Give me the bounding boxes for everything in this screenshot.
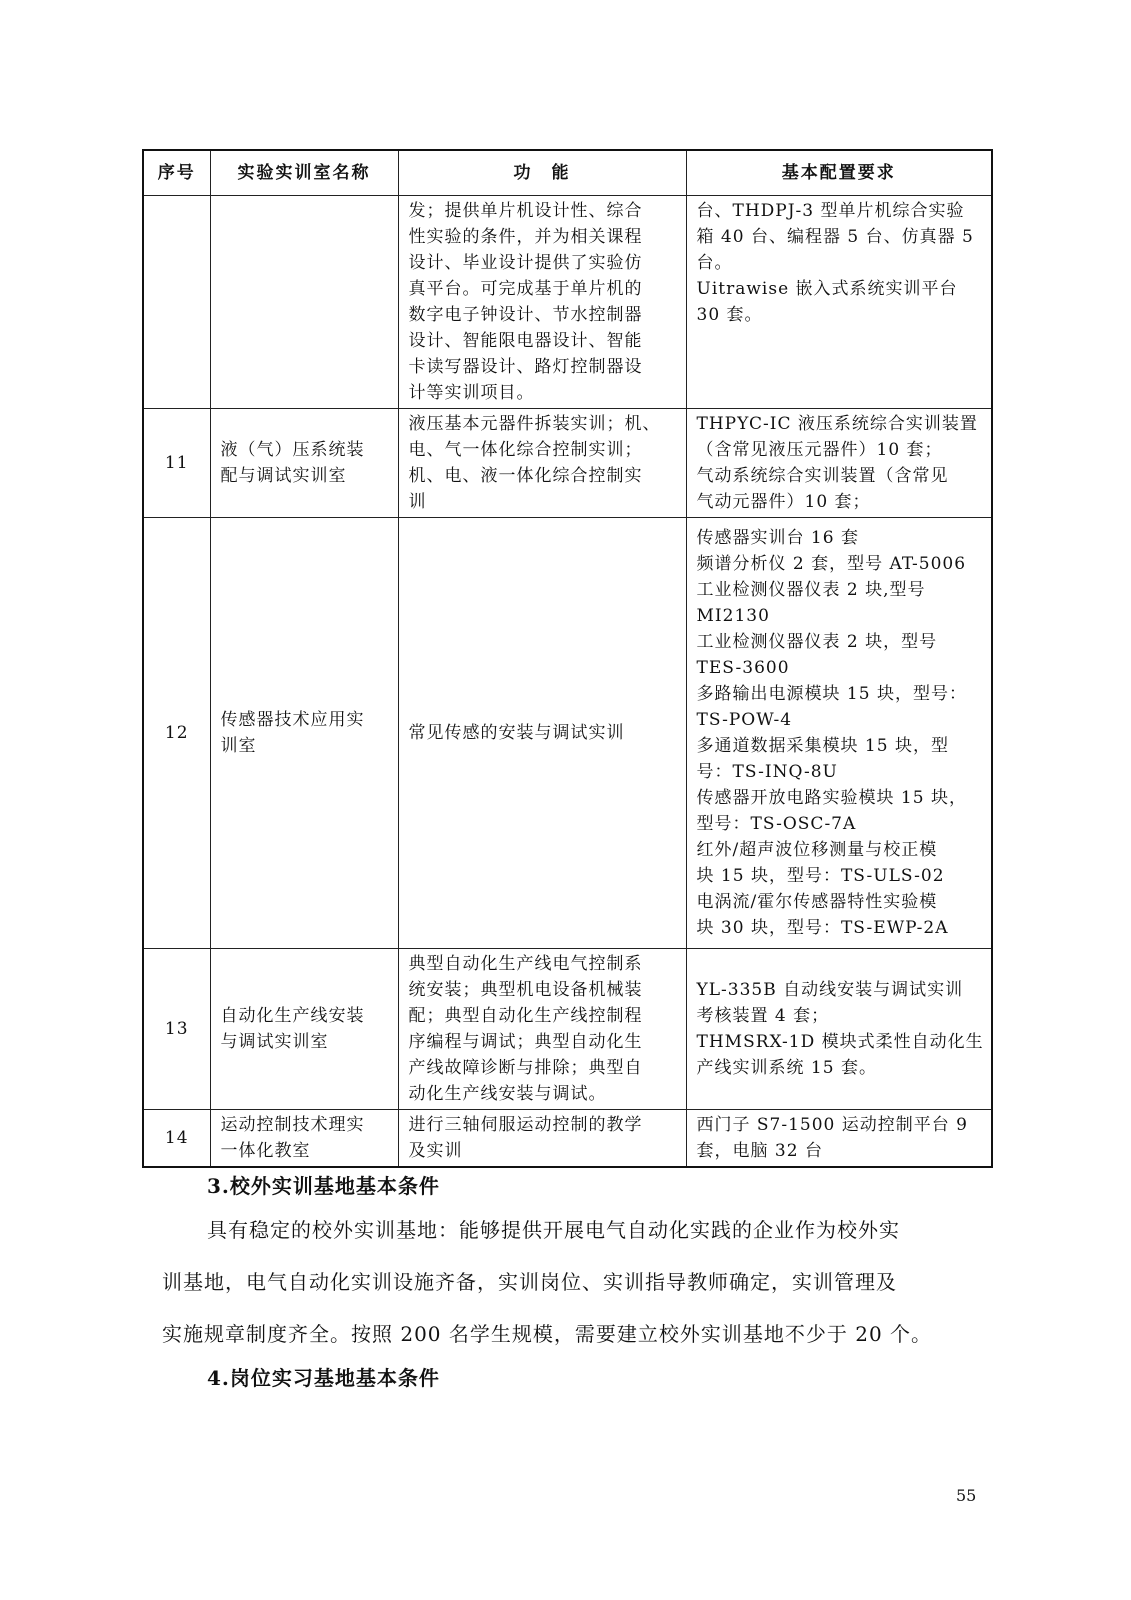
config-line: 台、THDPJ-3 型单片机综合实验 [696, 201, 965, 221]
function-cell [398, 1110, 686, 1168]
row-number: 12 [143, 518, 210, 949]
function-line: 卡读写器设计、路灯控制器设 [408, 357, 643, 377]
config-line: THPYC-IC 液压系统综合实训装置 [696, 414, 978, 434]
function-cell [398, 949, 686, 1110]
function-line: 进行三轴伺服运动控制的教学 [408, 1115, 643, 1135]
config-line: （含常见液压元器件）10 套； [696, 440, 943, 460]
config-line: YL-335B 自动线安装与调试实训 [696, 980, 964, 1000]
function-line: 动化生产线安装与调试。 [408, 1084, 607, 1104]
paragraph-line: 实施规章制度齐全。按照 200 名学生规模，需要建立校外实训基地不少于 20 个。 [162, 1322, 933, 1346]
page-number: 55 [956, 1486, 977, 1505]
config-line: 传感器实训台 16 套 [696, 528, 859, 548]
function-cell [398, 196, 686, 409]
table-row [143, 1110, 992, 1168]
room-name-line: 自动化生产线安装 [220, 1006, 365, 1026]
config-line: 频谱分析仪 2 套，型号 AT-5006 [696, 554, 967, 574]
config-line: 型号：TS-OSC-7A [696, 814, 857, 834]
config-line: 气动系统综合实训装置（含常见 [696, 466, 949, 486]
config-line: 号：TS-INQ-8U [696, 762, 838, 782]
config-line: 电涡流/霍尔传感器特性实验模 [696, 892, 938, 912]
config-line: TES-3600 [696, 658, 790, 678]
config-line: 30 套。 [696, 305, 763, 325]
table-row [143, 196, 992, 409]
function-line: 设计、智能限电器设计、智能 [408, 331, 643, 351]
table-row [143, 949, 992, 1110]
config-line: MI2130 [696, 606, 770, 626]
function-line: 典型自动化生产线电气控制系 [408, 954, 643, 974]
row-number: 11 [143, 409, 210, 518]
config-cell [686, 196, 992, 409]
function-line: 性实验的条件，并为相关课程 [408, 227, 643, 247]
config-line: TS-POW-4 [696, 710, 793, 730]
function-line: 产线故障诊断与排除；典型自 [408, 1058, 643, 1078]
config-line: 考核装置 4 套； [696, 1006, 830, 1026]
config-line: 块 15 块，型号：TS-ULS-02 [696, 866, 945, 886]
header-room-name: 实验实训室名称 [210, 150, 398, 196]
room-name-line: 一体化教室 [220, 1141, 311, 1161]
config-line: Uitrawise 嵌入式系统实训平台 [696, 279, 958, 299]
room-name-cell [210, 518, 398, 949]
config-line: 套，电脑 32 台 [696, 1141, 823, 1161]
function-line: 机、电、液一体化综合控制实 [408, 466, 643, 486]
header-seq: 序号 [143, 150, 210, 196]
config-line: 块 30 块，型号：TS-EWP-2A [696, 918, 949, 938]
function-line: 统安装；典型机电设备机械装 [408, 980, 643, 1000]
table-row [143, 409, 992, 518]
function-cell [398, 409, 686, 518]
table-row [143, 518, 992, 949]
room-name-line: 液（气）压系统装 [220, 440, 365, 460]
header-function: 功 能 [398, 150, 686, 196]
section-3-title: 3.校外实训基地基本条件 [207, 1174, 440, 1198]
paragraph-line: 训基地，电气自动化实训设施齐备，实训岗位、实训指导教师确定，实训管理及 [162, 1270, 897, 1294]
config-cell [686, 1110, 992, 1168]
room-name-line: 传感器技术应用实 [220, 710, 365, 730]
function-line: 数字电子钟设计、节水控制器 [408, 305, 643, 325]
room-name-cell [210, 1110, 398, 1168]
config-cell [686, 949, 992, 1110]
config-cell [686, 409, 992, 518]
config-line: 红外/超声波位移测量与校正模 [696, 840, 938, 860]
config-line: 西门子 S7-1500 运动控制平台 9 [696, 1115, 968, 1135]
function-line: 电、气一体化综合控制实训； [408, 440, 643, 460]
config-line: 产线实训系统 15 套。 [696, 1058, 877, 1078]
config-line: 传感器开放电路实验模块 15 块， [696, 788, 967, 808]
section-4-title: 4.岗位实习基地基本条件 [207, 1366, 440, 1390]
room-name-line: 配与调试实训室 [220, 466, 347, 486]
config-line: 多路输出电源模块 15 块，型号： [696, 684, 967, 704]
config-cell [686, 518, 992, 949]
config-line: 工业检测仪器仪表 2 块，型号 [696, 632, 938, 652]
row-number [143, 196, 210, 409]
room-name-line: 与调试实训室 [220, 1032, 329, 1052]
row-number: 13 [143, 949, 210, 1110]
function-line: 及实训 [408, 1141, 463, 1161]
config-line: 多通道数据采集模块 15 块，型 [696, 736, 949, 756]
table-header-row [143, 150, 992, 196]
function-line: 训 [408, 492, 427, 512]
function-line: 计等实训项目。 [408, 383, 535, 403]
function-line: 设计、毕业设计提供了实验仿 [408, 253, 643, 273]
function-line: 真平台。可完成基于单片机的 [408, 279, 643, 299]
function-line: 发；提供单片机设计性、综合 [408, 201, 643, 221]
function-line: 常见传感的安装与调试实训 [408, 723, 625, 743]
paragraph-line: 具有稳定的校外实训基地：能够提供开展电气自动化实践的企业作为校外实 [207, 1218, 900, 1242]
row-number: 14 [143, 1110, 210, 1168]
header-config: 基本配置要求 [686, 150, 992, 196]
room-name-line: 训室 [220, 736, 257, 756]
function-line: 配；典型自动化生产线控制程 [408, 1006, 643, 1026]
config-line: THMSRX-1D 模块式柔性自动化生 [696, 1032, 984, 1052]
room-name-cell [210, 409, 398, 518]
config-line: 箱 40 台、编程器 5 台、仿真器 5 [696, 227, 974, 247]
function-line: 液压基本元器件拆装实训；机、 [408, 414, 661, 434]
function-cell [398, 518, 686, 949]
config-line: 工业检测仪器仪表 2 块,型号 [696, 580, 926, 600]
function-line: 序编程与调试；典型自动化生 [408, 1032, 643, 1052]
room-name-line: 运动控制技术理实 [220, 1115, 365, 1135]
section-3-paragraph [162, 1204, 962, 1360]
room-name-cell [210, 196, 398, 409]
config-line: 台。 [696, 253, 733, 273]
lab-config-table [142, 149, 993, 1168]
room-name-cell [210, 949, 398, 1110]
config-line: 气动元器件）10 套； [696, 492, 871, 512]
